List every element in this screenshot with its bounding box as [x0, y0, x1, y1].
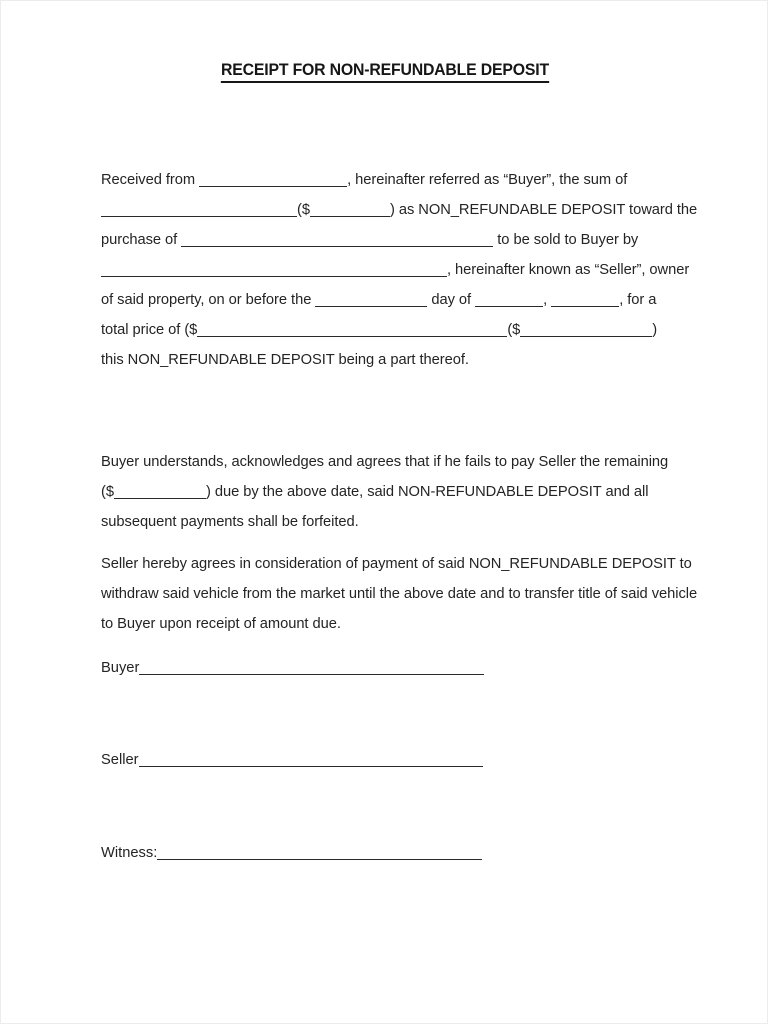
paragraph3-line-1: Seller hereby agrees in consideration of payment of said NON_REFUNDABLE DEPOSIT to — [101, 556, 692, 572]
paragraph1-line-3 — [101, 225, 701, 255]
total-price-dollar: ($ — [507, 322, 521, 338]
purchase-of-label: purchase of — [101, 232, 178, 248]
paragraph1-line-4 — [101, 255, 701, 285]
paragraph1-line-1-tail: , hereinafter referred as “Buyer”, the sum of — [347, 172, 628, 188]
paragraph2-line-2-tail: ) due by the above date, said NON-REFUNDABLE DEPOSIT and all — [205, 484, 649, 500]
seller-signature-line[interactable] — [139, 753, 483, 767]
total-price-label: total price of ($ — [101, 322, 198, 338]
paragraph1-line-2-dollar: ($ — [297, 202, 310, 218]
buyer-signature-label: Buyer — [101, 660, 140, 676]
paragraph1-line-5 — [101, 285, 701, 315]
seller-signature-row — [101, 745, 701, 775]
paragraph3-line-2: withdraw said vehicle from the market until the above date and to transfer title of said vehicle — [101, 586, 698, 602]
deposit-words-blank[interactable] — [101, 204, 297, 217]
month-blank[interactable] — [475, 294, 543, 307]
paragraph1-line-7: this NON_REFUNDABLE DEPOSIT being a part thereof. — [101, 352, 469, 368]
seller-signature-label: Seller — [101, 752, 139, 768]
remaining-amount-dollar: ($ — [101, 484, 114, 500]
buyer-signature-line[interactable] — [139, 661, 484, 675]
paragraph1-line-5-tail: , for a — [619, 292, 657, 308]
total-price-close-paren: ) — [652, 322, 658, 338]
total-price-amount-blank[interactable] — [520, 324, 652, 337]
paragraph-seller-obligations — [101, 549, 701, 639]
witness-signature-row — [101, 838, 701, 868]
buyer-signature-row — [101, 653, 701, 683]
paragraph1-line-3-tail: to be sold to Buyer by — [497, 232, 639, 248]
paragraph1-line-5-comma: , — [543, 292, 548, 308]
page-title-text: RECEIPT FOR NON-REFUNDABLE DEPOSIT — [221, 61, 549, 83]
day-blank[interactable] — [315, 294, 427, 307]
day-of-label: day of — [431, 292, 472, 308]
paragraph-forfeiture-terms — [101, 447, 701, 537]
page-title — [16, 61, 753, 83]
paragraph3-line-3: to Buyer upon receipt of amount due. — [101, 616, 341, 632]
remaining-amount-blank[interactable] — [114, 486, 206, 499]
total-price-words-blank[interactable] — [197, 324, 507, 337]
paragraph1-line-4-tail: , hereinafter known as “Seller”, owner — [447, 262, 690, 278]
paragraph-receipt-terms — [101, 165, 701, 375]
paragraph2-line-1: Buyer understands, acknowledges and agrees that if he fails to pay Seller the remaining — [101, 454, 669, 470]
year-blank[interactable] — [551, 294, 619, 307]
paragraph1-line-1 — [101, 165, 701, 195]
seller-name-blank[interactable] — [101, 264, 447, 277]
deposit-amount-blank[interactable] — [310, 204, 390, 217]
buyer-name-blank[interactable] — [199, 174, 347, 187]
paragraph1-line-2 — [101, 195, 701, 225]
property-description-blank[interactable] — [181, 234, 493, 247]
witness-signature-label: Witness: — [101, 845, 158, 861]
witness-signature-line[interactable] — [157, 846, 482, 860]
paragraph2-line-2 — [101, 477, 701, 507]
received-from-label: Received from — [101, 172, 196, 188]
paragraph2-line-3: subsequent payments shall be forfeited. — [101, 514, 359, 530]
on-or-before-label: of said property, on or before the — [101, 292, 312, 308]
paragraph1-line-6 — [101, 315, 701, 345]
paragraph1-line-2-tail: ) as NON_REFUNDABLE DEPOSIT toward the — [389, 202, 698, 218]
